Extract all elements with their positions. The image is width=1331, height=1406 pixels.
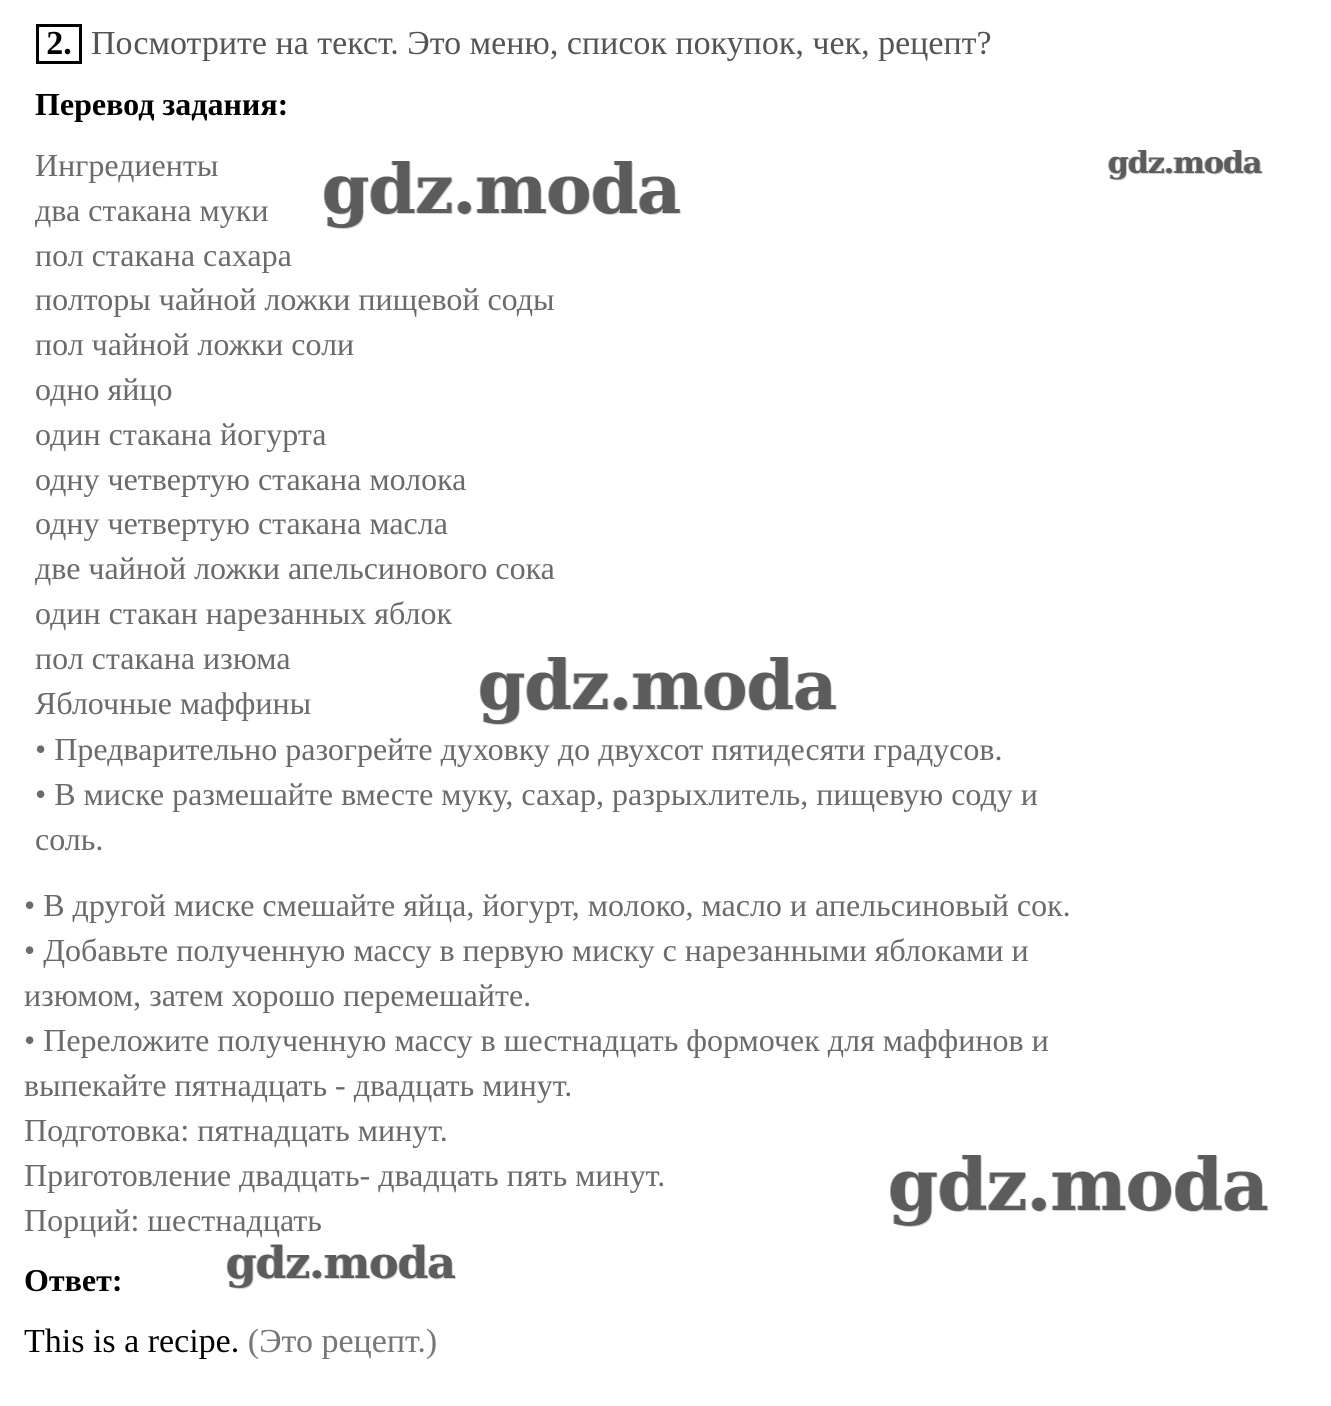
recipe-title: Яблочные маффины <box>35 684 312 721</box>
watermark-logo: gdz.moda <box>226 1238 456 1289</box>
task-number-box: 2. <box>36 24 82 64</box>
step-line: • В другой миске смешайте яйца, йогурт, молоко, масло и апельсиновый сок. <box>24 887 1071 923</box>
cook-time: Приготовление двадцать- двадцать пять минут. <box>24 1157 666 1193</box>
ingredients-title: Ингредиенты <box>35 147 219 183</box>
ingredient-line: пол стакана изюма <box>35 639 291 676</box>
steps-block-a <box>35 727 1325 861</box>
answer-english: This is a recipe. <box>24 1323 240 1360</box>
watermark-logo: gdz.moda <box>322 150 681 230</box>
step-line: • Переложите полученную массу в шестнадцать формочек для маффинов и <box>24 1022 1049 1058</box>
task-question: Посмотрите на текст. Это меню, список покупок, чек, рецепт? <box>91 25 992 62</box>
watermark-logo: gdz.moda <box>1108 146 1262 181</box>
ingredient-line: одну четвертую стакана масла <box>35 505 448 542</box>
step-line: • Добавьте полученную массу в первую миску с нарезанными яблоками и <box>24 932 1029 968</box>
servings: Порций: шестнадцать <box>24 1202 322 1238</box>
step-line: • Предварительно разогрейте духовку до двухсот пятидесяти градусов. <box>35 731 1003 767</box>
step-line: соль. <box>35 820 104 857</box>
ingredient-line: одно яйцо <box>35 370 173 407</box>
step-line: • В миске размешайте вместе муку, сахар, разрыхлитель, пищевую соду и <box>35 775 1038 812</box>
ingredient-line: два стакана муки <box>35 191 269 228</box>
ingredients-list <box>35 143 555 725</box>
answer-text <box>24 1320 437 1364</box>
ingredient-line: один стакан нарезанных яблок <box>35 594 453 631</box>
ingredient-line: пол чайной ложки соли <box>35 326 355 363</box>
ingredient-line: один стакана йогурта <box>35 415 327 452</box>
step-line: выпекайте пятнадцать - двадцать минут. <box>24 1067 573 1103</box>
answer-russian: (Это рецепт.) <box>239 1323 438 1360</box>
prep-time: Подготовка: пятнадцать минут. <box>24 1112 448 1148</box>
watermark-logo: gdz.moda <box>888 1142 1268 1227</box>
ingredient-line: две чайной ложки апельсинового сока <box>35 550 555 587</box>
ingredient-line: одну четвертую стакана молока <box>35 460 467 497</box>
answer-heading: Ответ: <box>24 1262 123 1298</box>
ingredient-line: полторы чайной ложки пищевой соды <box>35 281 555 318</box>
step-line: изюмом, затем хорошо перемешайте. <box>24 977 532 1013</box>
watermark-logo: gdz.moda <box>478 646 837 726</box>
translation-heading: Перевод задания: <box>35 86 289 122</box>
ingredient-line: пол стакана сахара <box>35 236 292 273</box>
